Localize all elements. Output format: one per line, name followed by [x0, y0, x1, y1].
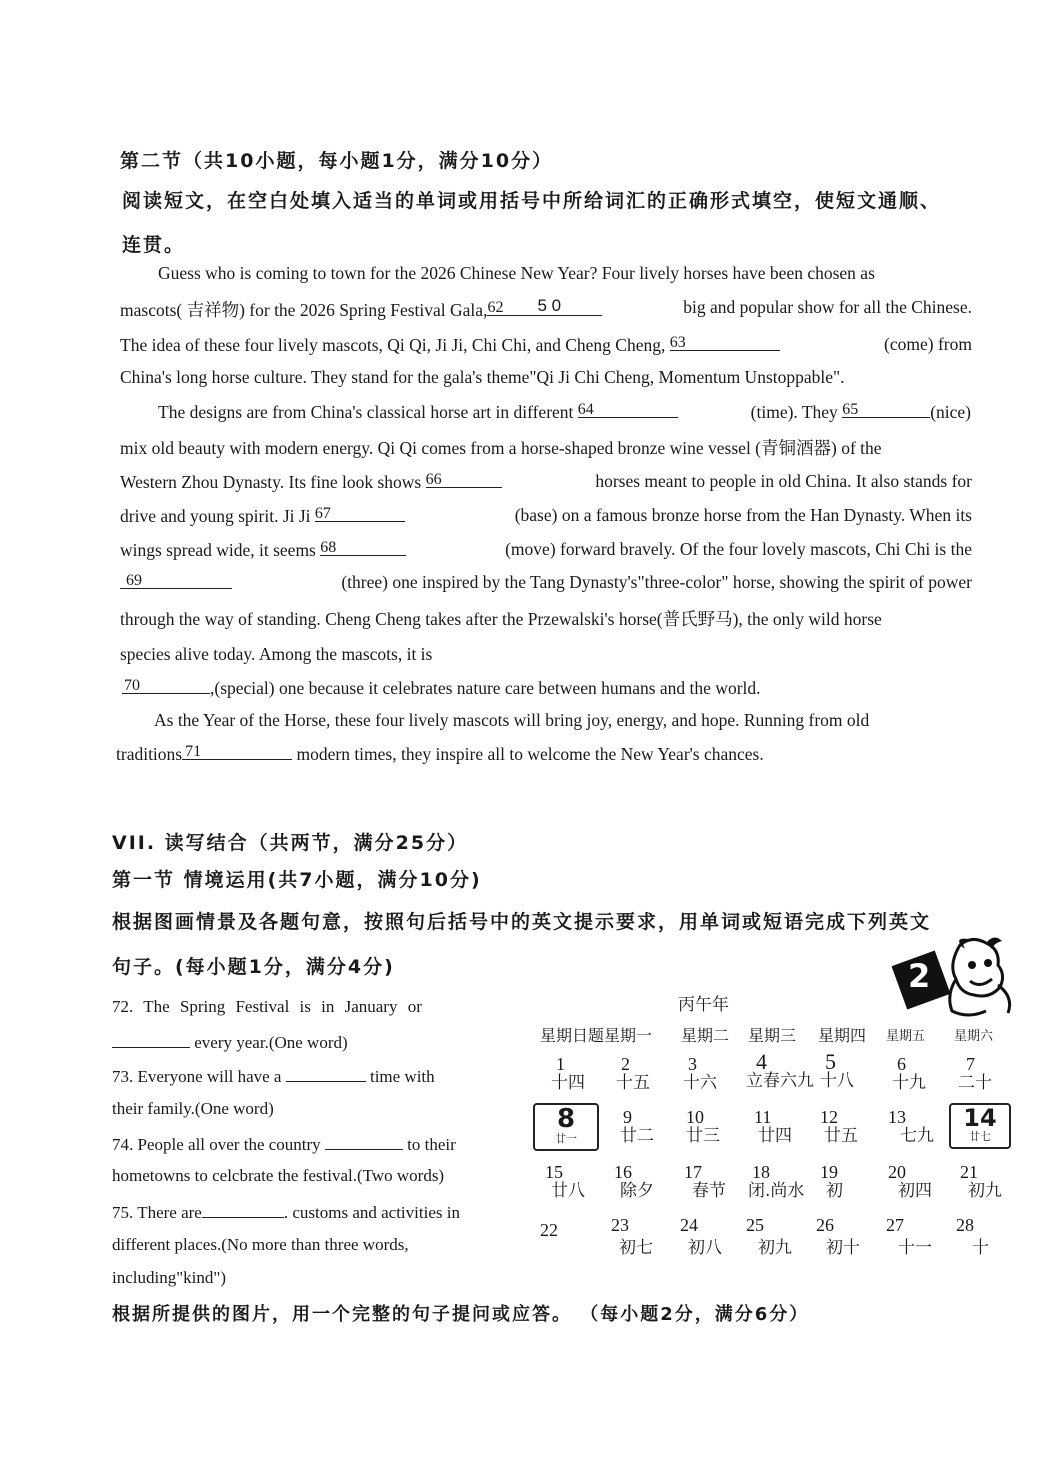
- part-heading: VII. 读写结合（共两节，满分25分）: [112, 832, 469, 854]
- passage-line: [120, 334, 972, 356]
- passage-line: [120, 606, 972, 631]
- weekday-thu: 星期四: [818, 1026, 867, 1045]
- passage-line: [120, 644, 972, 665]
- passage-text: wings spread wide, it seems 68: [120, 539, 406, 561]
- blank-65[interactable]: 65: [842, 401, 930, 418]
- blank-69[interactable]: 69: [120, 572, 232, 589]
- passage-text: Guess who is coming to town for the 2026 Chinese New Year? Four lively horses have been chosen as: [158, 263, 875, 283]
- weekday-tue: 星期二: [681, 1026, 730, 1045]
- question-75: 75. There are . customs and activities in: [112, 1203, 460, 1222]
- weekday-wed: 星期三: [748, 1026, 797, 1045]
- passage-text: (three) one inspired by the Tang Dynasty's"three-color" horse, showing the spirit of power: [341, 572, 972, 592]
- passage-line: traditions 71 modern times, they inspire all to welcome the New Year's chances.: [116, 743, 764, 764]
- section-instruction-cont: 连贯。: [122, 234, 186, 256]
- calendar-day: 13 七九: [888, 1107, 934, 1146]
- passage-text: Western Zhou Dynasty. Its fine look shows 66: [120, 471, 502, 493]
- calendar-day: 12 廿五: [820, 1107, 858, 1146]
- calendar-year-label: 丙午年: [678, 995, 729, 1015]
- passage-text: drive and young spirit. Ji Ji 67: [120, 505, 405, 527]
- calendar-day: 26 初十: [816, 1215, 860, 1258]
- question-73-cont: their family.(One word): [112, 1099, 274, 1118]
- calendar-day: 2 十五: [616, 1054, 650, 1093]
- passage-text: (base) on a famous bronze horse from the Han Dynasty. When its: [514, 505, 972, 525]
- calendar-day: 18 闭.尚水: [748, 1162, 805, 1201]
- weekday-mon: 题星期一: [588, 1026, 653, 1045]
- blank-62[interactable]: 62 5 0: [487, 299, 602, 316]
- question-75-cont2: including"kind"): [112, 1268, 226, 1287]
- calendar-day: 15 廿八: [545, 1162, 585, 1201]
- question-75-cont: different places.(No more than three words,: [112, 1235, 409, 1254]
- passage-line: [120, 367, 972, 388]
- passage-line: [120, 539, 972, 561]
- passage-line: [122, 677, 974, 699]
- calendar-day: 27 十一: [886, 1215, 932, 1258]
- passage-text: big and popular show for all the Chinese.: [683, 297, 972, 317]
- blank-64[interactable]: 64: [578, 401, 678, 418]
- passage-line: [120, 572, 972, 593]
- part-instruction-cont: 句子。(每小题1分，满分4分): [112, 956, 395, 978]
- weekday-fri: 星期五: [886, 1029, 926, 1044]
- passage-text: (come) from: [884, 334, 972, 354]
- final-instruction: 根据所提供的图片，用一个完整的句子提问或应答。 （每小题2分，满分6分）: [112, 1304, 810, 1325]
- blank-74[interactable]: [325, 1133, 403, 1150]
- calendar-day: 20 初四: [888, 1162, 932, 1201]
- passage-text: China's long horse culture. They stand for the gala's theme"Qi Ji Chi Cheng, Momentum Unstoppable".: [120, 367, 845, 387]
- calendar-day: 7 二十: [958, 1054, 992, 1093]
- passage-text: modern times, they inspire all to welcome the New Year's chances.: [296, 744, 764, 764]
- calendar-day: 6 十九: [892, 1054, 926, 1093]
- blank-72[interactable]: [112, 1031, 190, 1048]
- passage-line: [154, 710, 971, 731]
- passage-line: [158, 401, 971, 423]
- calendar-day: 28 十: [956, 1215, 989, 1258]
- passage-line: [120, 471, 972, 493]
- blank-63[interactable]: 63: [670, 334, 780, 351]
- passage-line: [120, 435, 972, 460]
- weekday-sun: 星期日: [540, 1026, 589, 1045]
- blank-70[interactable]: 70: [122, 677, 210, 694]
- question-74-cont: hometowns to celcbrate the festival.(Two words): [112, 1166, 445, 1185]
- section-instruction: 阅读短文，在空白处填入适当的单词或用括号中所给词汇的正确形式填空，使短文通顺、: [122, 190, 942, 212]
- passage-text: (move) forward bravely. Of the four lovely mascots, Chi Chi is the: [505, 539, 972, 559]
- part-instruction: 根据图画情景及各题句意，按照句后括号中的英文提示要求，用单词或短语完成下列英文: [112, 911, 932, 933]
- section-heading: 第二节（共10小题，每小题1分，满分10分）: [120, 150, 554, 172]
- passage-text: through the way of standing. Cheng Cheng takes after the Przewalski's horse(普氏野马), the only wild horse: [120, 609, 882, 629]
- calendar-day: 23 初七: [611, 1215, 653, 1258]
- passage-text: (time). They 65 (nice): [750, 401, 971, 422]
- calendar-day: 3 十六: [683, 1054, 717, 1093]
- blank-67[interactable]: 67: [315, 505, 405, 522]
- calendar-day: 5 十八: [820, 1049, 854, 1091]
- calendar-month-badge: 2: [908, 957, 931, 995]
- blank-68[interactable]: 68: [320, 539, 406, 556]
- passage-line: [158, 263, 971, 284]
- passage-text: mascots( 吉祥物) for the 2026 Spring Festival Gala, 62 5 0: [120, 297, 602, 322]
- calendar-day-highlight: 14 廿七: [949, 1103, 1011, 1149]
- blank-75[interactable]: [202, 1201, 284, 1218]
- calendar-day: 21 初九: [960, 1162, 1002, 1201]
- calendar-day: 9 廿二: [620, 1107, 654, 1146]
- blank-73[interactable]: [286, 1065, 366, 1082]
- blank-71[interactable]: 71: [182, 743, 292, 760]
- question-74: 74. People all over the country to their: [112, 1135, 456, 1154]
- calendar-day-highlight: 8 廿一: [533, 1103, 599, 1151]
- handwritten-answer: 5 0: [537, 296, 562, 315]
- subsection-heading: 第一节 情境运用(共7小题，满分10分): [112, 869, 482, 891]
- calendar-day: 4 立春六九: [746, 1049, 814, 1091]
- calendar-day: 1 十四: [551, 1054, 585, 1093]
- question-72-cont: every year.(One word): [112, 1031, 348, 1053]
- calendar-day: 17 春节: [684, 1162, 726, 1201]
- calendar-day: 22: [540, 1220, 558, 1240]
- question-73: 73. Everyone will have a time with: [112, 1067, 435, 1086]
- question-72: 72. The Spring Festival is in January or: [112, 997, 422, 1016]
- passage-text: The designs are from China's classical horse art in different 64: [158, 401, 678, 423]
- passage-line: [120, 505, 972, 527]
- passage-text: ,(special) one because it celebrates nature care between humans and the world.: [210, 678, 761, 698]
- calendar-day: 10 廿三: [686, 1107, 720, 1146]
- calendar-day: 24 初八: [680, 1215, 722, 1258]
- passage-line: [120, 297, 972, 322]
- blank-66[interactable]: 66: [426, 471, 502, 488]
- calendar-day: 16 除夕: [614, 1162, 654, 1201]
- calendar-day: 19 初: [820, 1162, 843, 1201]
- horse-mascot-illustration: [890, 935, 1020, 1020]
- calendar-day: 11 廿四: [754, 1107, 792, 1146]
- calendar-day: 25 初九: [746, 1215, 792, 1258]
- passage-text: As the Year of the Horse, these four lively mascots will bring joy, energy, and hope. Running from old: [154, 710, 870, 730]
- passage-text: species alive today. Among the mascots, it is: [120, 644, 433, 664]
- passage-text: mix old beauty with modern energy. Qi Qi comes from a horse-shaped bronze wine vessel (青铜酒器) of the: [120, 438, 882, 458]
- weekday-sat: 星期六: [954, 1029, 994, 1044]
- passage-text: horses meant to people in old China. It also stands for: [595, 471, 972, 491]
- passage-text: The idea of these four lively mascots, Qi Qi, Ji Ji, Chi Chi, and Cheng Cheng, 63: [120, 334, 780, 356]
